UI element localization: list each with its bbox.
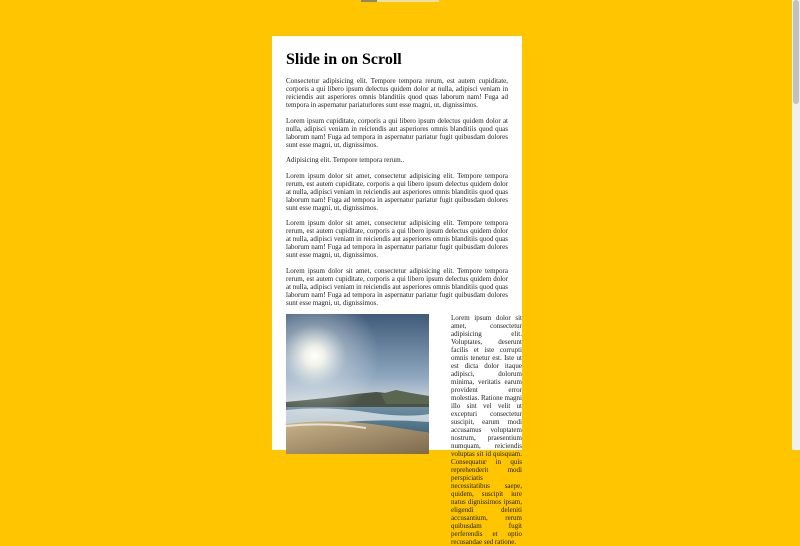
vertical-scrollbar[interactable] — [792, 0, 800, 450]
paragraph-2: Lorem ipsum cupiditate, corporis a qui libero ipsum delectus quidem dolor at nulla, adipisci veniam in reiciendis aut asperiores omnis blanditiis quod quas laborum nam! Fuga ad tempora in aspernatur pariatur fugit quibusdam dolores sunt esse magni, ut, dignissimos. — [286, 116, 508, 149]
paragraph-4: Lorem ipsum dolor sit amet, consectetur adipisicing elit. Tempore tempora rerum, est autem cupiditate, corporis a qui libero ipsum delectus quidem dolor at nulla, adipisci veniam in reiciendis aut asperiores omnis blanditiis quod quas laborum nam! Fuga ad tempora in aspernatur pariatur fugit quibusdam dolores sunt esse magni, ut, dignissimos. — [286, 171, 509, 212]
slide-in-image — [286, 314, 429, 454]
scrollbar-thumb[interactable] — [793, 0, 799, 104]
paragraph-3: Adipisicing elit. Tempore tempora rerum.. — [286, 156, 405, 164]
page-title: Slide in on Scroll — [286, 51, 402, 68]
paragraph-1: Consectetur adipisicing elit. Tempore tempora rerum, est autem cupiditate, corporis a qui libero ipsum delectus quidem dolor at nulla, adipisci veniam in reiciendis aut asperiores omnis blanditiis quod quas laborum nam! Fuga ad tempora in aspernatur pariaturlores sunt esse magni, ut, dignissimos. — [286, 77, 508, 109]
content-wrapper — [272, 36, 522, 546]
image-side-text: Lorem ipsum dolor sit amet, consectetur adipisicing elit. Voluptates, deserunt facilis et iste corrupti omnis tenetur est. Iste ut est dicta dolor itaque adipisci, dolorum minima, veritatis earum provident error molestias. Ratione magni illo sint vel velit ut excepturi consectetur suscipit, earum modi accusamus voluptatem nostrum, praesentium numquam, reiciendis voluptas sit id quisquam. Consequatur in quis reprehenderit modi perspiciatis necessitatibus saepe, quidem, suscipit iure natus dignissimos ipsam, eligendi deleniti accusantium, rerum quibusdam fugit perferendis et optio recusandae sed ratione. — [451, 314, 522, 546]
slide-in-section — [286, 314, 522, 546]
paragraph-6: Lorem ipsum dolor sit amet, consectetur adipisicing elit. Tempore tempora rerum, est autem cupiditate, corporis a qui libero ipsum delectus quidem dolor at nulla, adipisci veniam in reiciendis aut asperiores omnis blanditiis quod quas laborum nam! Fuga ad tempora in aspernatur pariatur fugit quibusdam dolores sunt esse magni, ut, dignissimos. — [286, 266, 509, 307]
top-partial-accent — [361, 0, 377, 2]
top-partial-element — [361, 0, 439, 2]
paragraph-5: Lorem ipsum dolor sit amet, consectetur adipisicing elit. Tempore tempora rerum, est autem cupiditate, corporis a qui libero ipsum delectus quidem dolor at nulla, adipisci veniam in reiciendis aut asperiores omnis blanditiis quod quas laborum nam! Fuga ad tempora in aspernatur pariatur fugit quibusdam dolores sunt esse magni, ut, dignissimos. — [286, 219, 509, 259]
